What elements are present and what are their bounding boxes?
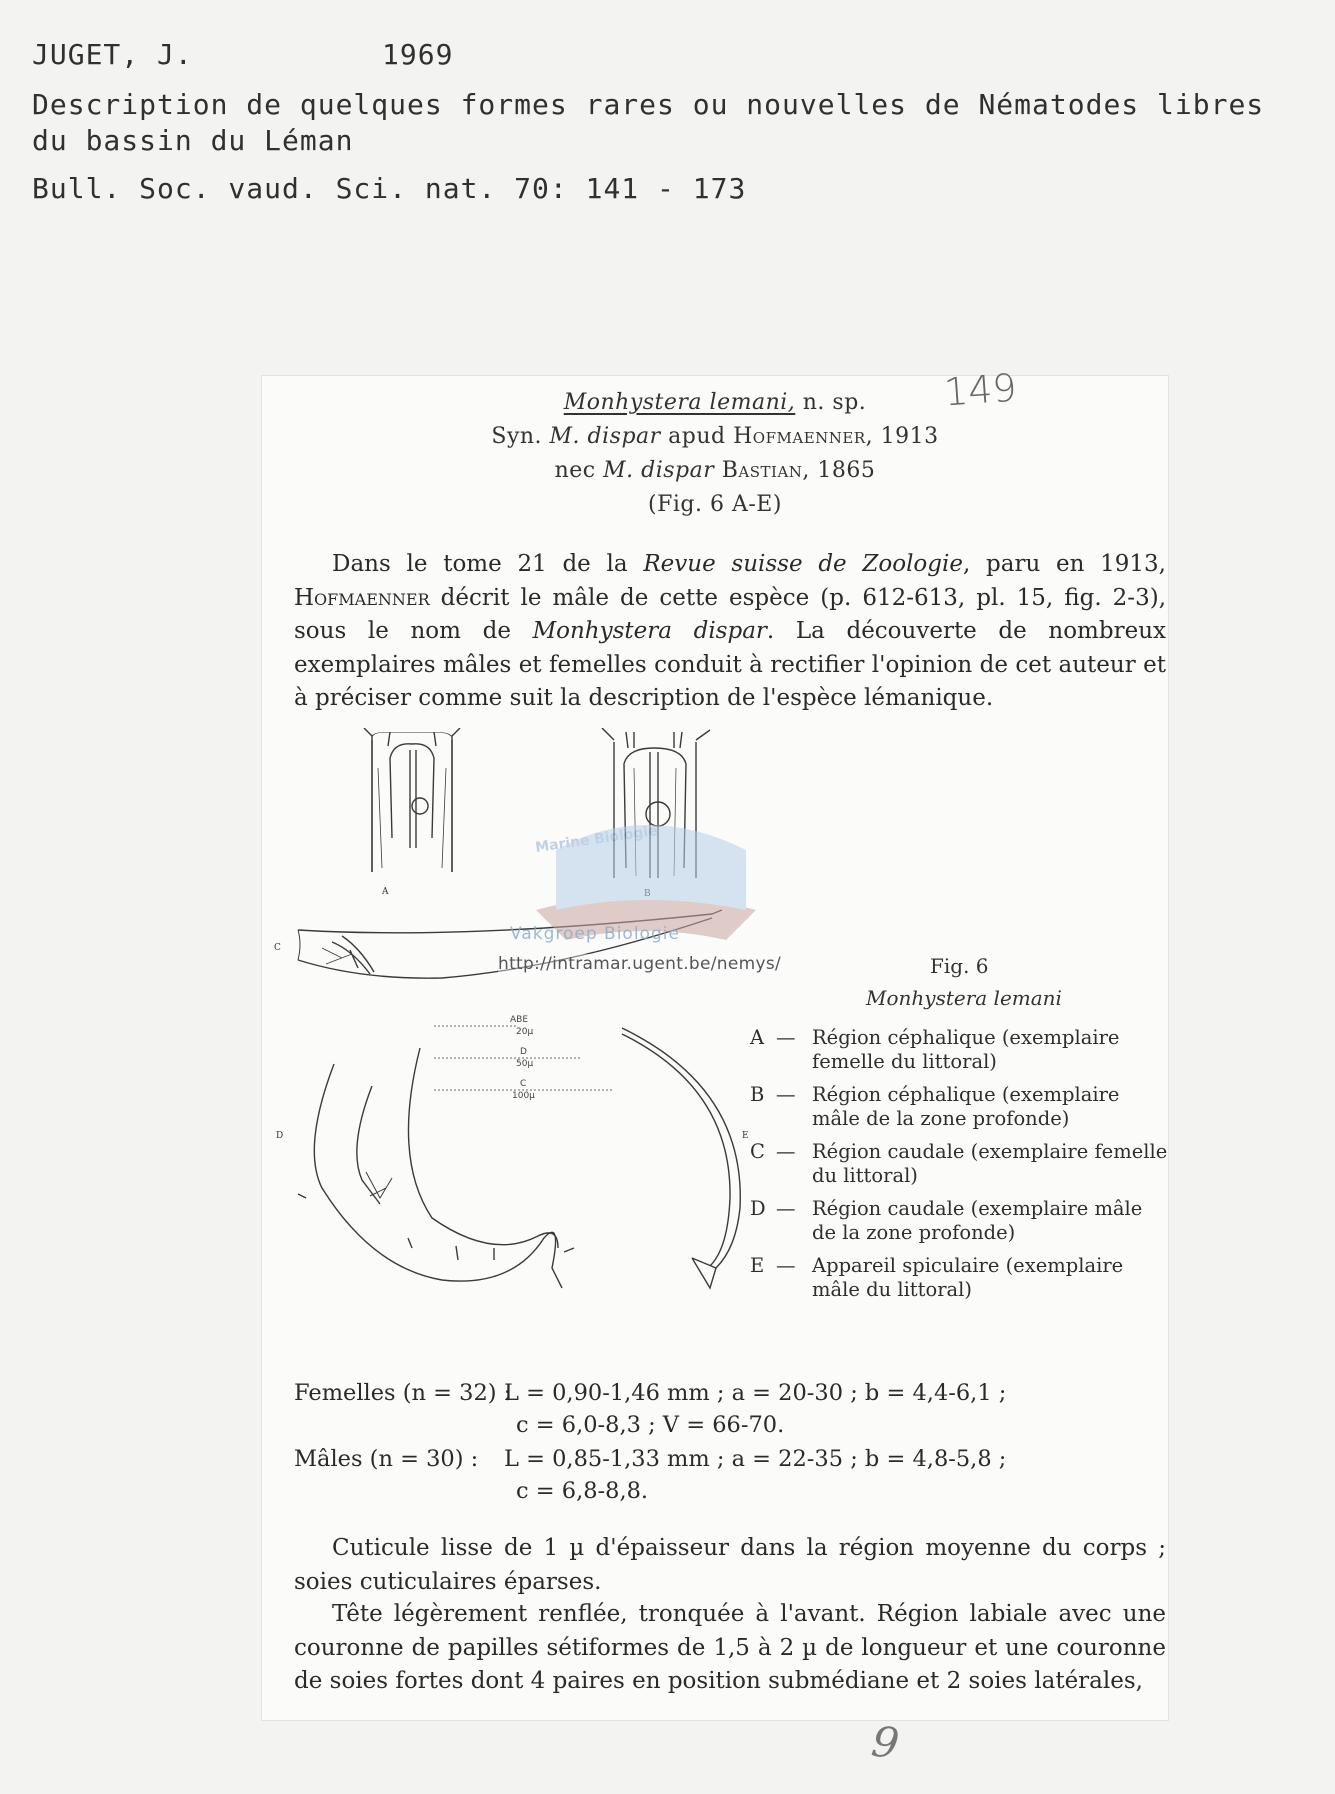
watermark-dept: Vakgroep Biologie — [510, 924, 680, 944]
legend-row-b — [750, 1083, 1170, 1130]
legend-row-a — [750, 1026, 1170, 1073]
scale-label-d: D — [520, 1047, 527, 1057]
males-line-1: L = 0,85-1,33 mm ; a = 22-35 ; b = 4,8-5,8 ; — [504, 1446, 1007, 1472]
synonym-line — [262, 424, 1168, 449]
scale-label-100: 100µ — [512, 1091, 535, 1101]
cuticle-paragraph: Cuticule lisse de 1 µ d'épaisseur dans la région moyenne du corps ; soies cuticulaires éparses. — [294, 1535, 1166, 1595]
females-line-2: c = 6,0-8,3 ; V = 66-70. — [516, 1412, 785, 1438]
article-clipping — [262, 365, 1168, 1720]
panel-letter-a: A — [382, 887, 389, 897]
nec-prefix: nec — [554, 458, 604, 483]
author-name: JUGET, J. — [32, 38, 193, 71]
legend-dash: — — [776, 1254, 796, 1277]
panel-letter-e: E — [742, 1131, 749, 1141]
species-heading — [262, 390, 1168, 415]
handwritten-footer-number: 9 — [868, 1716, 903, 1769]
panel-letter-c: C — [274, 943, 281, 953]
head-paragraph: Tête légèrement renflée, tronquée à l'avant. Région labiale avec une couronne de papilles sétiformes de 1,5 à 2 µ de longueur et une couronne de soies fortes dont 4 paires en position submédiane et 2 soies latérales, — [294, 1601, 1166, 1694]
legend-row-e — [750, 1254, 1170, 1301]
syn-rest: apud — [660, 424, 734, 449]
legend-letter: C — [750, 1140, 765, 1163]
nec-year: , 1865 — [802, 458, 876, 483]
legend-text: Région caudale (exemplaire mâle de la zone profonde) — [812, 1197, 1143, 1244]
publication-year: 1969 — [382, 38, 454, 71]
legend-row-d — [750, 1197, 1170, 1244]
watermark-brand: Marine Biologie — [534, 822, 659, 856]
handwritten-page-number: 149 — [942, 365, 1018, 415]
legend-letter: D — [750, 1197, 766, 1220]
panel-e-drawing — [622, 1028, 740, 1288]
title-line-1: Description de quelques formes rares ou nouvelles de Nématodes libres — [32, 88, 1265, 121]
legend-letter: A — [750, 1026, 765, 1049]
title-line-2: du bassin du Léman — [32, 124, 354, 157]
syn-prefix: Syn. — [491, 424, 550, 449]
intro-text-4: . La découverte de nombreux exemplaires mâles et femelles conduit à rectifier l'opinion de cet auteur et à préciser comme suit la description de l'espèce lémanique. — [294, 618, 1166, 711]
legend-row-c — [750, 1140, 1170, 1187]
legend-dash: — — [776, 1083, 796, 1106]
scale-label-50: 50µ — [516, 1059, 534, 1069]
females-line-1: L = 0,90-1,46 mm ; a = 20-30 ; b = 4,4-6,1 ; — [504, 1380, 1007, 1406]
legend-text: Région caudale (exemplaire femelle du littoral) — [812, 1140, 1168, 1187]
nec-line — [262, 458, 1168, 483]
males-label: Mâles (n = 30) : — [294, 1446, 479, 1472]
figure-reference: (Fig. 6 A-E) — [648, 492, 782, 517]
journal-citation: Bull. Soc. vaud. Sci. nat. 70: 141 - 173 — [32, 172, 747, 205]
intro-text-1: Dans le tome 21 de la — [332, 551, 644, 577]
figure-species: Monhystera lemani — [866, 986, 1062, 1010]
intro-text-2: , paru en 1913, — [962, 551, 1166, 577]
intro-author: Hofmaenner — [294, 584, 430, 611]
panel-a-drawing — [364, 728, 460, 872]
panel-d-drawing — [298, 1048, 574, 1288]
species-name: Monhystera lemani, — [563, 390, 796, 415]
panel-letter-d: D — [276, 1131, 284, 1141]
intro-taxon: Monhystera dispar — [532, 618, 767, 644]
scale-label-20: 20µ — [516, 1027, 534, 1037]
syn-year: , 1913 — [865, 424, 939, 449]
legend-letter: E — [750, 1254, 765, 1277]
females-label: Femelles (n = 32) : — [294, 1380, 512, 1406]
legend-dash: — — [776, 1140, 796, 1163]
scale-label-c: C — [520, 1079, 527, 1089]
nec-taxon: M. dispar — [603, 458, 715, 483]
intro-paragraph — [294, 548, 1166, 716]
males-line-2: c = 6,8-8,8. — [516, 1478, 649, 1504]
legend-text: Appareil spiculaire (exemplaire mâle du littoral) — [812, 1254, 1124, 1301]
intro-text-3: décrit le mâle de cette espèce (p. 612-613, pl. 15, fig. 2-3), sous le nom de — [294, 584, 1166, 644]
watermark-url: http://intramar.ugent.be/nemys/ — [498, 954, 782, 974]
species-suffix: n. sp. — [795, 390, 867, 415]
legend-dash: — — [776, 1026, 796, 1049]
syn-taxon: M. dispar — [549, 424, 661, 449]
scale-label-abe: ABE — [510, 1015, 529, 1025]
legend-text: Région céphalique (exemplaire mâle de la zone profonde) — [812, 1083, 1120, 1130]
figure-legend — [750, 1026, 1170, 1311]
legend-letter: B — [750, 1083, 765, 1106]
legend-dash: — — [776, 1197, 796, 1220]
nec-author: Bastian — [714, 458, 803, 483]
syn-author: Hofmaenner — [733, 424, 866, 449]
figure-label: Fig. 6 — [930, 954, 989, 978]
legend-text: Région céphalique (exemplaire femelle du littoral) — [812, 1026, 1120, 1073]
journal-name: Revue suisse de Zoologie — [643, 551, 963, 577]
